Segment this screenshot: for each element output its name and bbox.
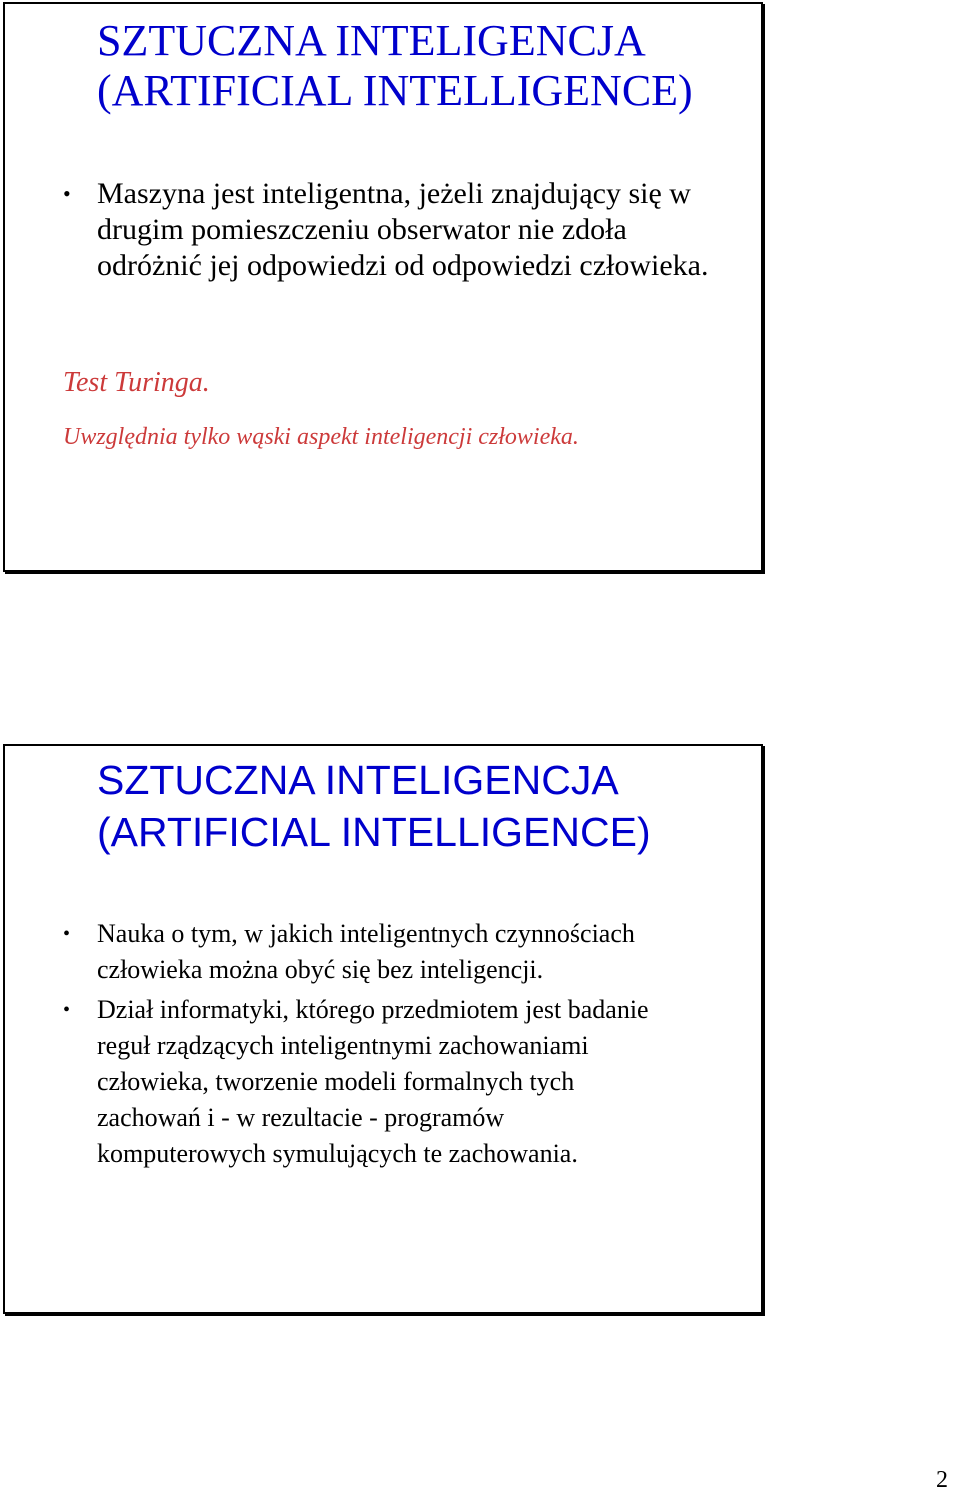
page-number: 2 [936,1467,948,1493]
bullet-dot-icon: • [63,923,71,945]
slide-1-bullet-list [63,176,723,284]
slide-1-title [97,16,693,116]
bullet-dot-icon: • [63,181,71,206]
slide-2-title-line-2: (ARTIFICIAL INTELLIGENCE) [97,809,651,855]
slide-2-bullet-list [63,916,663,1176]
slide-2-bullet-1-text: Nauka o tym, w jakich inteligentnych czynnościach człowieka można obyć się bez inteligencji. [97,919,635,984]
slide-2-title-line-1: SZTUCZNA INTELIGENCJA [97,757,619,803]
slide-2-title [97,754,651,858]
slide-2 [3,744,763,1314]
slide-1-note-narrow-aspect: Uwzględnia tylko wąski aspekt inteligencji człowieka. [63,424,579,450]
slide-2-bullet-2-text: Dział informatyki, którego przedmiotem jest badanie reguł rządzących inteligentnymi zachowaniami człowieka, tworzenie modeli formalnych tych zachowań i - w rezultacie - programów komputerowych symulujących te zachowania. [97,995,649,1168]
slide-2-bullet-1 [63,916,663,988]
slide-1-note-turing-test: Test Turinga. [63,367,210,398]
slide-1-bullet-1-text: Maszyna jest inteligentna, jeżeli znajdujący się w drugim pomieszczeniu obserwator nie zdoła odróżnić jej odpowiedzi od odpowiedzi człowieka. [97,177,709,282]
slide-1-title-line-2: (ARTIFICIAL INTELLIGENCE) [97,66,693,115]
bullet-dot-icon: • [63,999,71,1021]
slide-1-bullet-1 [63,176,723,284]
slide-1 [3,2,763,572]
slide-1-title-line-1: SZTUCZNA INTELIGENCJA [97,16,646,65]
slide-2-bullet-2 [63,992,663,1172]
